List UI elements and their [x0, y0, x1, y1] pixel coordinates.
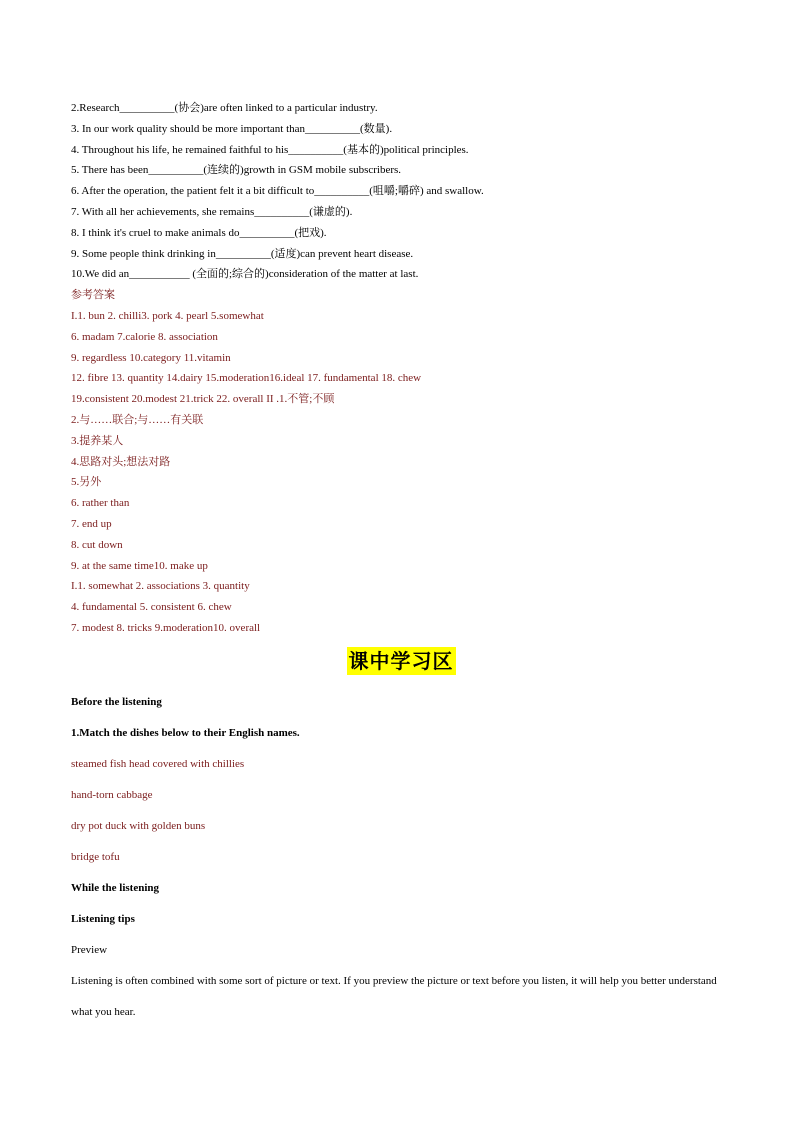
answer-item: 6. rather than	[71, 497, 130, 510]
exercise-item: 5. There has been__________(连续的)growth in GSM mobile subscribers.	[71, 164, 402, 177]
dish-item: hand-torn cabbage	[71, 788, 153, 801]
answer-list	[71, 306, 731, 639]
answer-item: 19.consistent 20.modest 21.trick 22. overall II .1.不管;不顾	[71, 393, 335, 406]
dish-item: bridge tofu	[71, 850, 120, 863]
dish-item: steamed fish head covered with chillies	[71, 757, 245, 770]
answer-item: 9. regardless 10.category 11.vitamin	[71, 351, 231, 364]
while-listening-heading: While the listening	[71, 881, 160, 894]
exercise-item: 10.We did an___________ (全面的;综合的)consideration of the matter at last.	[71, 268, 419, 281]
answer-item: 8. cut down	[71, 538, 123, 551]
answer-item: 7. modest 8. tricks 9.moderation10. overall	[71, 621, 261, 634]
before-listening-heading: Before the listening	[71, 695, 162, 708]
section-heading-text: 课中学习区	[348, 648, 454, 673]
answer-item: 4.思路对头;想法对路	[71, 455, 171, 468]
dish-item: dry pot duck with golden buns	[71, 819, 206, 832]
exercise-item: 4. Throughout his life, he remained faithful to his__________(基本的)political principles.	[71, 143, 469, 156]
preview-paragraph: Listening is often combined with some sort of picture or text. If you preview the picture or text before you listen, it will help you better understand what you hear.	[71, 974, 717, 1018]
listening-tips-heading: Listening tips	[71, 912, 135, 925]
answer-item: 7. end up	[71, 517, 112, 530]
document-page	[71, 98, 731, 1028]
exercise-item: 8. I think it's cruel to make animals do__________(把戏).	[71, 226, 327, 239]
answer-item: 12. fibre 13. quantity 14.dairy 15.moderation16.ideal 17. fundamental 18. chew	[71, 372, 422, 385]
answer-item: 9. at the same time10. make up	[71, 559, 208, 572]
answer-item: 5.另外	[71, 476, 102, 489]
exercise-item: 7. With all her achievements, she remains__________(谦虚的).	[71, 205, 353, 218]
exercise-list	[71, 98, 731, 285]
answers-title: 参考答案	[71, 289, 115, 302]
exercise-item: 6. After the operation, the patient felt it a bit difficult to__________(咀嚼;嚼碎) and swallow.	[71, 185, 484, 198]
answer-item: 6. madam 7.calorie 8. association	[71, 330, 218, 343]
dish-list	[71, 749, 731, 873]
answer-item: 4. fundamental 5. consistent 6. chew	[71, 601, 232, 614]
answer-item: 3.提养某人	[71, 434, 124, 447]
answer-item: 2.与……联合;与……有关联	[71, 413, 204, 426]
match-instruction: 1.Match the dishes below to their English names.	[71, 726, 300, 739]
exercise-item: 9. Some people think drinking in__________(适度)can prevent heart disease.	[71, 247, 414, 260]
answer-item: I.1. somewhat 2. associations 3. quantity	[71, 580, 250, 593]
answer-item: I.1. bun 2. chilli3. pork 4. pearl 5.somewhat	[71, 309, 264, 322]
section-heading	[71, 647, 731, 687]
exercise-item: 3. In our work quality should be more important than__________(数量).	[71, 122, 393, 135]
exercise-item: 2.Research__________(协会)are often linked to a particular industry.	[71, 102, 378, 114]
preview-label: Preview	[71, 943, 108, 956]
